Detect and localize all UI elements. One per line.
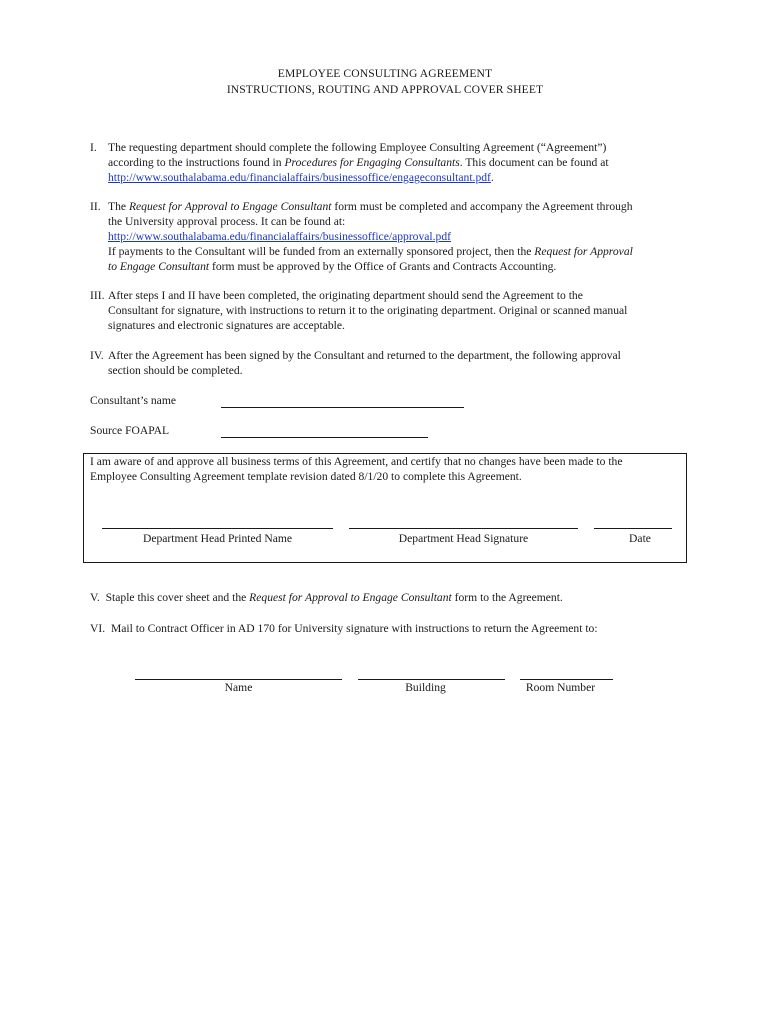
section-4-line-1: After the Agreement has been signed by the Consultant and returned to the department, the following approval [108, 349, 621, 362]
date-label: Date [629, 532, 651, 545]
section-6-number: VI. [90, 622, 106, 635]
engage-consultant-link[interactable]: http://www.southalabama.edu/financialaffairs/businessoffice/engageconsultant.pdf [108, 171, 491, 184]
section-5-number: V. [90, 591, 100, 604]
section-1-line-3: http://www.southalabama.edu/financialaffairs/businessoffice/engageconsultant.pdf. [108, 171, 494, 184]
section-2-line-5: to Engage Consultant form must be approved by the Office of Grants and Contracts Accounting. [108, 260, 557, 273]
consultant-name-field[interactable] [221, 407, 464, 408]
approval-statement-line-1: I am aware of and approve all business terms of this Agreement, and certify that no changes have been made to the [90, 455, 623, 468]
dept-head-printed-name-label: Department Head Printed Name [142, 532, 293, 545]
approval-form-link[interactable]: http://www.southalabama.edu/financialaffairs/businessoffice/approval.pdf [108, 230, 451, 243]
source-foapal-field[interactable] [221, 437, 428, 438]
request-form-title-2: Request for Approval to Engage Consultant [249, 591, 452, 604]
procedures-title: Procedures for Engaging Consultants [284, 156, 460, 169]
request-form-title: Request for Approval to Engage Consultant [128, 200, 332, 213]
section-2-number: II. [90, 200, 101, 213]
section-6: VI. Mail to Contract Officer in AD 170 for University signature with instructions to return the Agreement to: [90, 622, 598, 635]
section-2-line-1: The Request for Approval to Engage Consultant form must be completed and accompany the Agreement through [108, 200, 633, 213]
document-subtitle: INSTRUCTIONS, ROUTING AND APPROVAL COVER SHEET [226, 83, 544, 96]
section-4-number: IV. [90, 349, 104, 362]
section-1-number: I. [90, 141, 97, 154]
section-3-number: III. [90, 289, 105, 302]
source-foapal-label: Source FOAPAL [90, 424, 170, 437]
section-3-line-3: signatures and electronic signatures are acceptable. [108, 319, 345, 332]
dept-head-signature-label: Department Head Signature [398, 532, 529, 545]
return-name-label: Name [224, 681, 253, 694]
section-2-line-2: the University approval process. It can be found at: [108, 215, 346, 228]
section-3-line-1: After steps I and II have been completed, the originating department should send the Agreement to the [108, 289, 583, 302]
section-2-line-4: If payments to the Consultant will be funded from an externally sponsored project, then the Request for Approval [108, 245, 633, 258]
date-field[interactable] [594, 528, 672, 529]
section-1-line-1: The requesting department should complete the following Employee Consulting Agreement (“Agreement”) [108, 141, 607, 154]
consultant-name-label: Consultant’s name [90, 394, 176, 407]
return-room-label: Room Number [525, 681, 596, 694]
document-title: EMPLOYEE CONSULTING AGREEMENT [277, 67, 493, 80]
return-building-label: Building [405, 681, 446, 694]
dept-head-printed-name-field[interactable] [102, 528, 333, 529]
dept-head-signature-field[interactable] [349, 528, 578, 529]
section-3-line-2: Consultant for signature, with instructions to return it to the originating department. Original or scanned manual [108, 304, 628, 317]
approval-statement-line-2: Employee Consulting Agreement template revision dated 8/1/20 to complete this Agreement. [90, 470, 522, 483]
section-2-line-3 [108, 229, 693, 244]
section-5: V. Staple this cover sheet and the Request for Approval to Engage Consultant form to the Agreement. [90, 591, 563, 604]
section-4-line-2: section should be completed. [108, 364, 243, 377]
section-1-line-2: according to the instructions found in Procedures for Engaging Consultants. This document can be found at [108, 156, 609, 169]
